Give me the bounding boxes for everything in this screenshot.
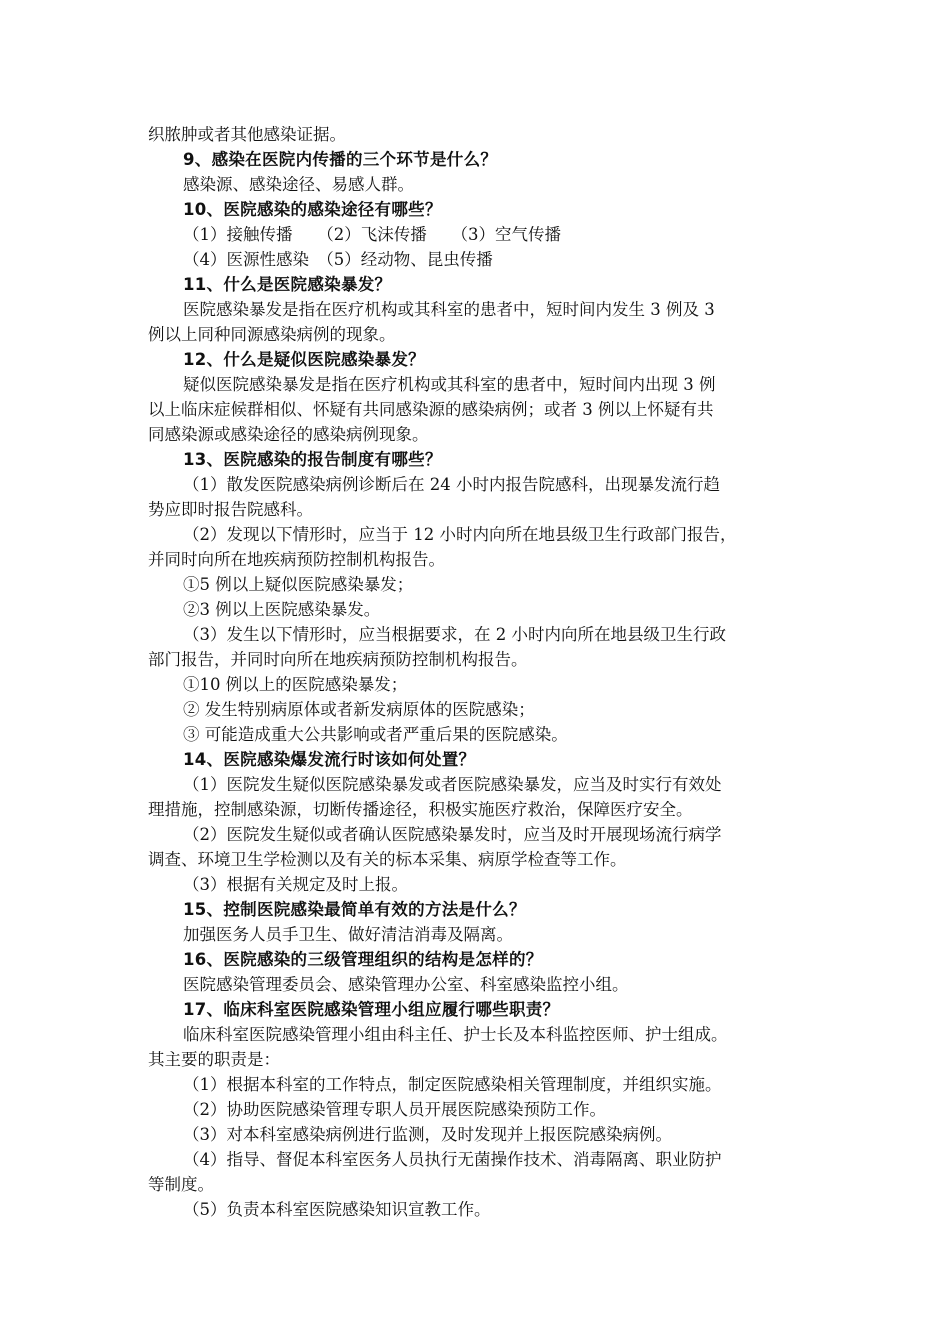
answer-line: 部门报告，并同时向所在地疾病预防控制机构报告。 <box>148 650 528 669</box>
list-item: （3）对本科室感染病例进行监测，及时发现并上报医院感染病例。 <box>183 1125 672 1144</box>
answer-line: 临床科室医院感染管理小组由科主任、护士长及本科监控医师、护士组成。 <box>183 1025 728 1044</box>
question-heading-15: 15、控制医院感染最简单有效的方法是什么？ <box>183 900 526 919</box>
question-heading-10: 10、医院感染的感染途径有哪些？ <box>183 200 442 219</box>
question-heading-17: 17、临床科室医院感染管理小组应履行哪些职责？ <box>183 1000 560 1019</box>
list-item: ①10 例以上的医院感染暴发； <box>183 675 408 694</box>
list-item: （5）负责本科室医院感染知识宣教工作。 <box>183 1200 491 1219</box>
answer-line: 加强医务人员手卫生、做好清洁消毒及隔离。 <box>183 925 513 944</box>
list-item: ②3 例以上医院感染暴发。 <box>183 600 381 619</box>
answer-line: （1）接触传播 （2）飞沫传播 （3）空气传播 <box>183 225 561 244</box>
answer-line: 调查、环境卫生学检测以及有关的标本采集、病原学检查等工作。 <box>148 850 627 869</box>
question-heading-14: 14、医院感染爆发流行时该如何处置？ <box>183 750 476 769</box>
answer-line: （4）医源性感染 （5）经动物、昆虫传播 <box>183 250 493 269</box>
list-item: ③ 可能造成重大公共影响或者严重后果的医院感染。 <box>183 725 568 744</box>
list-item: （2）协助医院感染管理专职人员开展医院感染预防工作。 <box>183 1100 606 1119</box>
answer-line: 感染源、感染途径、易感人群。 <box>183 175 414 194</box>
answer-line: 并同时向所在地疾病预防控制机构报告。 <box>148 550 445 569</box>
list-item: （1）根据本科室的工作特点，制定医院感染相关管理制度，并组织实施。 <box>183 1075 722 1094</box>
document-body <box>0 122 950 1222</box>
answer-line: （1）散发医院感染病例诊断后在 24 小时内报告院感科，出现暴发流行趋 <box>183 475 720 494</box>
answer-line: （3）根据有关规定及时上报。 <box>183 875 408 894</box>
answer-line: 疑似医院感染暴发是指在医疗机构或其科室的患者中，短时间内出现 3 例 <box>183 375 716 394</box>
answer-line: 以上临床症候群相似、怀疑有共同感染源的感染病例；或者 3 例以上怀疑有共 <box>148 400 714 419</box>
answer-line: 同感染源或感染途径的感染病例现象。 <box>148 425 429 444</box>
question-heading-9: 9、感染在医院内传播的三个环节是什么？ <box>183 150 498 169</box>
question-heading-13: 13、医院感染的报告制度有哪些？ <box>183 450 442 469</box>
question-heading-12: 12、什么是疑似医院感染暴发？ <box>183 350 425 369</box>
answer-line: 等制度。 <box>148 1175 214 1194</box>
paragraph-continuation: 织脓肿或者其他感染证据。 <box>148 125 346 144</box>
answer-line: （2）发现以下情形时，应当于 12 小时内向所在地县级卫生行政部门报告， <box>183 525 737 544</box>
answer-line: 理措施，控制感染源，切断传播途径，积极实施医疗救治，保障医疗安全。 <box>148 800 693 819</box>
list-item: ①5 例以上疑似医院感染暴发； <box>183 575 414 594</box>
answer-line: 势应即时报告院感科。 <box>148 500 313 519</box>
list-item: ② 发生特别病原体或者新发病原体的医院感染； <box>183 700 535 719</box>
answer-line: 例以上同种同源感染病例的现象。 <box>148 325 396 344</box>
question-heading-16: 16、医院感染的三级管理组织的结构是怎样的？ <box>183 950 543 969</box>
answer-line: 医院感染暴发是指在医疗机构或其科室的患者中，短时间内发生 3 例及 3 <box>183 300 715 319</box>
list-item: （4）指导、督促本科室医务人员执行无菌操作技术、消毒隔离、职业防护 <box>183 1150 722 1169</box>
answer-line: （2）医院发生疑似或者确认医院感染暴发时，应当及时开展现场流行病学 <box>183 825 722 844</box>
question-heading-11: 11、什么是医院感染暴发？ <box>183 275 392 294</box>
answer-line: （3）发生以下情形时，应当根据要求，在 2 小时内向所在地县级卫生行政 <box>183 625 726 644</box>
answer-line: （1）医院发生疑似医院感染暴发或者医院感染暴发，应当及时实行有效处 <box>183 775 722 794</box>
answer-line: 其主要的职责是： <box>148 1050 280 1069</box>
answer-line: 医院感染管理委员会、感染管理办公室、科室感染监控小组。 <box>183 975 629 994</box>
